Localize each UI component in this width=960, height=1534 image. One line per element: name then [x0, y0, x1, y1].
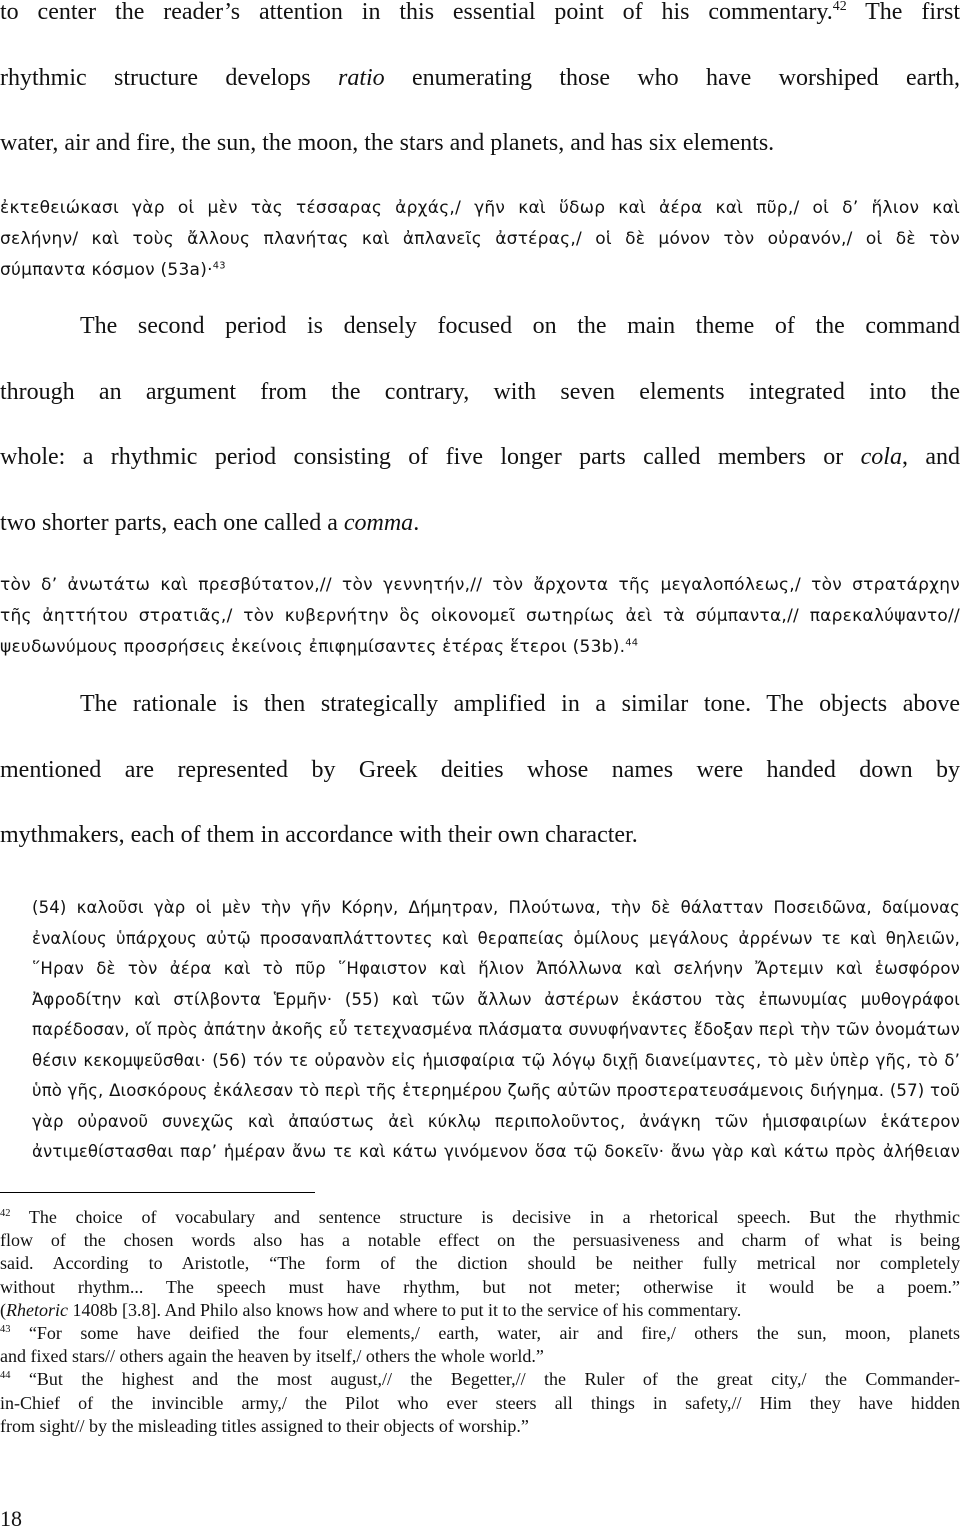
text-span: whole: a rhythmic period consisting of five longer parts called members or — [0, 444, 861, 470]
footnote-line: in-Chief of the invincible army,/ the Pilot who ever steers all things in safety,// Him they have hidden — [0, 1392, 960, 1413]
page-number: 18 — [0, 1506, 22, 1531]
text-line: through an argument from the contrary, with seven elements integrated into the — [0, 378, 960, 405]
footnote-number: 42 — [0, 1208, 11, 1219]
italic-term-cola: cola — [860, 444, 902, 470]
footnote-ref-44[interactable]: 44 — [625, 637, 639, 649]
italic-term-comma: comma — [343, 509, 414, 536]
text-span: ( — [0, 1299, 6, 1320]
greek-line: τῆς ἀηττήτου στρατιᾶς,/ τὸν κυβερνήτην ὃς οἰκονομεῖ σωτηρίως ἀεὶ τὰ σύμπαντα,// παρεκαλύψαντο// — [0, 606, 960, 626]
text-line: water, air and fire, the sun, the moon, the stars and planets, and has six elements. — [0, 130, 775, 156]
italic-title-rhetoric: Rhetoric — [6, 1299, 68, 1320]
text-span: σύμπαντα κόσμον (53a)· — [0, 260, 213, 280]
footnote-line: without rhythm... The speech must have rhythm, but not meter; otherwise it would be a poem.” — [0, 1276, 960, 1297]
text-line — [0, 491, 960, 557]
greek-line: ἐναλίους ὑπάρχους αὐτῷ προσαναπλάττοντες καὶ θεραπείας ὁμίλους μεγάλους ἀρρένων τε καὶ θηλειῶν, — [32, 928, 960, 948]
paragraph-second-period — [0, 294, 960, 556]
greek-line — [0, 632, 960, 663]
footnote-line: flow of the chosen words also has a notable effect on the persuasiveness and charm of what is being — [0, 1230, 960, 1251]
footnote-44 — [0, 1368, 960, 1438]
footnote-separator — [0, 1192, 315, 1193]
footnote-number: 43 — [0, 1324, 11, 1336]
paragraph-rationale — [0, 672, 960, 869]
text-line: mentioned are represented by Greek deities whose names were handed down by — [0, 756, 960, 783]
greek-quote-53b — [0, 570, 960, 663]
footnote-line: from sight// by the misleading titles assigned to their objects of worship.” — [0, 1415, 529, 1436]
footnote-line: said. According to Aristotle, “The form of the diction should be neither fully metrical nor completely — [0, 1253, 960, 1274]
paragraph-intro — [0, 0, 960, 177]
footnote-line: and fixed stars// others again the heaven by itself,/ others the whole world.” — [0, 1346, 544, 1367]
text-line — [0, 0, 960, 46]
text-line: The second period is densely focused on the main theme of the command — [80, 313, 960, 339]
greek-line: ἐκτεθειώκασι γὰρ οἱ μὲν τὰς τέσσαρας ἀρχάς,/ γῆν καὶ ὕδωρ καὶ ἀέρα καὶ πῦρ,/ οἱ δ’ ἥλιον καὶ — [0, 198, 960, 218]
greek-line: ῞Ηραν δὲ τὸν ἀέρα καὶ τὸ πῦρ ῞Ηφαιστον καὶ ἥλιον Ἀπόλλωνα καὶ σελήνην Ἄρτεμιν καὶ ἑωσφόρον — [32, 959, 960, 978]
greek-line: σελήνην/ καὶ τοὺς ἄλλους πλανήτας καὶ ἀπλανεῖς ἀστέρας,/ οἱ δὲ μόνον τὸν οὐρανόν,/ οἱ δὲ τὸν — [0, 229, 960, 249]
greek-line: παρέδοσαν, οἵ πρὸς ἀπάτην ἀκοῆς εὖ τετεχνασμένα πλάσματα συνυφήναντες ἔδοξαν περὶ τὴν τῶν ὀνομάτων — [32, 1020, 960, 1039]
footnote-42 — [0, 1206, 960, 1322]
greek-line: ὑπὸ γῆς, Διοσκόρους ἐκάλεσαν τὸ περὶ τῆς ἑτερημέρου ζωῆς αὐτῶν προστερατευσάμενοις διήγημα. (57) τοῦ — [32, 1081, 960, 1100]
text-span: 1408b [3.8]. And Philo also knows how and where to put it to the service of his commentary. — [67, 1299, 742, 1320]
greek-line: θέσιν κεκομψεῦσθαι· (56) τόν τε οὐρανὸν εἰς ἡμισφαίρια τῷ λόγῳ διχῇ διανείμαντες, τὸ μὲν ὑπὲρ γῆς, τὸ δ’ — [32, 1050, 960, 1070]
footnote-number: 44 — [0, 1370, 11, 1382]
text-span: , and — [901, 444, 960, 470]
footnote-ref-42[interactable]: 42 — [832, 0, 847, 14]
text-span: The choice of vocabulary and sentence structure is decisive in a rhetorical speech. But the rhythmic — [10, 1207, 960, 1227]
greek-line: τὸν δ’ ἀνωτάτω καὶ πρεσβύτατον,// τὸν γεννητήν,// τὸν ἄρχοντα τῆς μεγαλοπόλεως,/ τὸν στρατάρχην — [0, 575, 960, 595]
greek-line: γὰρ οὐρανοῦ συνεχῶς καὶ ἀπαύστως ἀεὶ κύκλῳ περιπολοῦντος, ἀνάγκη τῶν ἡμισφαιρίων ἑκάτερον — [32, 1111, 960, 1131]
footnote-line — [0, 1299, 960, 1322]
greek-line: (54) καλοῦσι γὰρ οἱ μὲν τὴν γῆν Κόρην, Δήμητραν, Πλούτωνα, τὴν δὲ θάλατταν Ποσειδῶνα, δαίμονας — [32, 898, 960, 917]
text-span: enumerating those who have worshiped earth, — [384, 64, 960, 91]
text-line: mythmakers, each of them in accordance with their own character. — [0, 822, 638, 848]
greek-line — [0, 255, 960, 286]
footnote-ref-43[interactable]: 43 — [212, 260, 226, 272]
text-span: . — [413, 509, 420, 536]
text-span: two shorter parts, each one called a — [0, 509, 344, 536]
text-span: to center the reader’s attention in this essential point of his commentary. — [0, 0, 833, 25]
text-span: “For some have deified the four elements,/ earth, water, air and fire,/ others the sun, moon, planets — [10, 1323, 960, 1344]
text-span: “But the highest and the most august,// the Begetter,// the Ruler of the great city,/ the Commander- — [10, 1369, 960, 1390]
text-span: ψευδωνύμους προσρήσεις ἐκείνοις ἐπιφημίσαντες ἑτέρας ἕτεροι (53b). — [0, 637, 626, 657]
text-line — [0, 425, 960, 491]
italic-term-ratio: ratio — [337, 64, 385, 91]
text-span: The first — [846, 0, 960, 25]
text-line: The rationale is then strategically amplified in a similar tone. The objects above — [80, 691, 960, 717]
greek-line: ἀντιμεθίστασθαι παρ’ ἡμέραν ἄνω τε καὶ κάτω γινόμενον ὅσα τῷ δοκεῖν· ἄνω γὰρ καὶ κάτω πρὸς ἀλήθειαν — [32, 1142, 960, 1161]
footnote-43 — [0, 1322, 960, 1368]
footnote-line — [0, 1206, 960, 1229]
greek-quote-53a — [0, 193, 960, 286]
greek-quote-54-57 — [32, 893, 960, 1168]
footnote-line — [0, 1322, 960, 1345]
text-line — [0, 46, 960, 112]
text-span: rhythmic structure develops — [0, 64, 338, 91]
greek-line: Ἀφροδίτην καὶ στίλβοντα Ἑρμῆν· (55) καὶ τῶν ἄλλων ἀστέρων ἑκάστου τὰς ἐπωνυμίας μυθογράφοι — [32, 989, 960, 1009]
footnote-line — [0, 1368, 960, 1391]
footnotes — [0, 1206, 960, 1438]
